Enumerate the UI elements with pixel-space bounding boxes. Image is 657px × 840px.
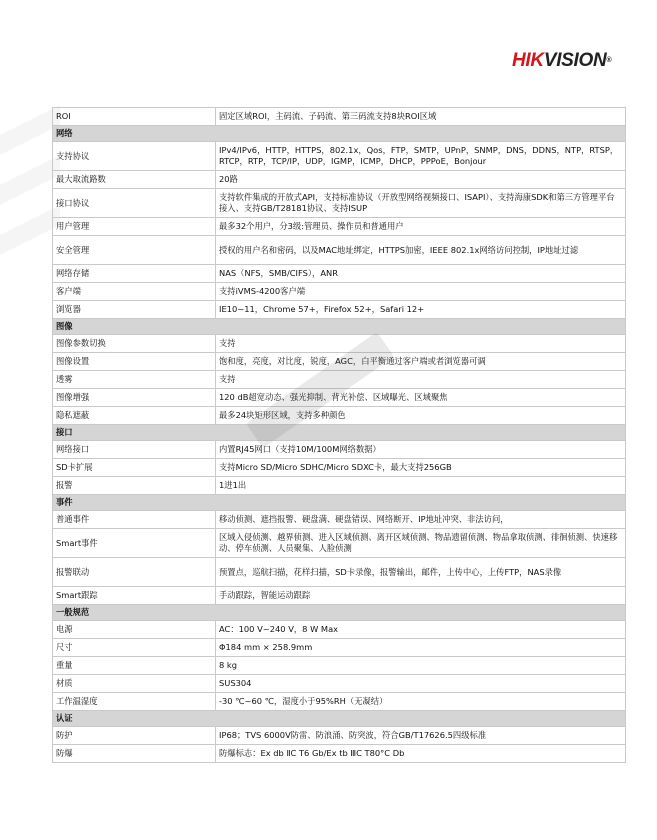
spec-value: 移动侦测、遮挡报警、硬盘满、硬盘错误、网络断开、IP地址冲突、非法访问，: [216, 511, 626, 529]
spec-label: 防爆: [53, 745, 216, 763]
spec-value: 固定区域ROI，主码流、子码流、第三码流支持8块ROI区域: [216, 108, 626, 126]
spec-label: Smart事件: [53, 529, 216, 558]
spec-value: 授权的用户名和密码，以及MAC地址绑定，HTTPS加密，IEEE 802.1x网络访问控制，IP地址过滤: [216, 236, 626, 265]
spec-label: 防护: [53, 727, 216, 745]
spec-row: [53, 558, 626, 587]
spec-table: [52, 107, 626, 763]
spec-label: 网络存储: [53, 265, 216, 283]
spec-row: [53, 441, 626, 459]
spec-label: ROI: [53, 108, 216, 126]
spec-row: [53, 675, 626, 693]
hikvision-logo: HIKVISION®: [512, 50, 612, 71]
spec-value: 预置点，巡航扫描，花样扫描，SD卡录像，报警输出，邮件，上传中心，上传FTP，NAS录像: [216, 558, 626, 587]
section-title: 认证: [53, 711, 626, 727]
spec-label: 安全管理: [53, 236, 216, 265]
spec-row: [53, 529, 626, 558]
spec-label: 尺寸: [53, 639, 216, 657]
spec-value: 支持iVMS-4200客户端: [216, 283, 626, 301]
spec-value: 最多24块矩形区域，支持多种颜色: [216, 407, 626, 425]
spec-label: Smart跟踪: [53, 587, 216, 605]
spec-label: 客户端: [53, 283, 216, 301]
spec-row: [53, 283, 626, 301]
spec-row: [53, 727, 626, 745]
spec-row: [53, 639, 626, 657]
spec-value: 120 dB超宽动态、强光抑制、背光补偿、区域曝光、区域聚焦: [216, 389, 626, 407]
spec-value: 手动跟踪，智能运动跟踪: [216, 587, 626, 605]
spec-label: 普通事件: [53, 511, 216, 529]
section-title: 图像: [53, 319, 626, 335]
spec-row: [53, 407, 626, 425]
spec-row: [53, 745, 626, 763]
spec-row: [53, 657, 626, 675]
section-title: 事件: [53, 495, 626, 511]
spec-label: 用户管理: [53, 218, 216, 236]
spec-value: IP68；TVS 6000V防雷、防浪涌、防突波，符合GB/T17626.5四级标准: [216, 727, 626, 745]
spec-value: -30 ℃~60 ℃，湿度小于95%RH（无凝结）: [216, 693, 626, 711]
spec-value: 区域入侵侦测、越界侦测、进入区域侦测、离开区域侦测、物品遗留侦测、物品拿取侦测、徘徊侦测、快速移动、停车侦测、人员聚集、人脸侦测: [216, 529, 626, 558]
spec-value: Φ184 mm × 258.9mm: [216, 639, 626, 657]
spec-row: [53, 218, 626, 236]
spec-value: 20路: [216, 171, 626, 189]
spec-row: [53, 335, 626, 353]
spec-row: [53, 171, 626, 189]
spec-label: 图像参数切换: [53, 335, 216, 353]
section-header-row: [53, 319, 626, 335]
spec-value: 最多32个用户，分3级:管理员、操作员和普通用户: [216, 218, 626, 236]
spec-label: 支持协议: [53, 142, 216, 171]
spec-row: [53, 587, 626, 605]
spec-value: 支持软件集成的开放式API，支持标准协议（开放型网络视频接口、ISAPI）、支持海康SDK和第三方管理平台接入、支持GB/T28181协议、支持ISUP: [216, 189, 626, 218]
spec-label: SD卡扩展: [53, 459, 216, 477]
spec-value: SUS304: [216, 675, 626, 693]
section-header-row: [53, 425, 626, 441]
spec-label: 图像设置: [53, 353, 216, 371]
spec-label: 报警联动: [53, 558, 216, 587]
spec-value: IE10~11，Chrome 57+，Firefox 52+，Safari 12+: [216, 301, 626, 319]
spec-row: [53, 301, 626, 319]
spec-row: [53, 459, 626, 477]
spec-label: 透雾: [53, 371, 216, 389]
section-title: 接口: [53, 425, 626, 441]
spec-label: 重量: [53, 657, 216, 675]
spec-row: [53, 353, 626, 371]
section-header-row: [53, 126, 626, 142]
spec-label: 工作温湿度: [53, 693, 216, 711]
spec-label: 接口协议: [53, 189, 216, 218]
spec-row: [53, 142, 626, 171]
spec-label: 隐私遮蔽: [53, 407, 216, 425]
spec-value: 支持: [216, 335, 626, 353]
spec-label: 电源: [53, 621, 216, 639]
section-title: 网络: [53, 126, 626, 142]
spec-label: 最大取流路数: [53, 171, 216, 189]
spec-row: [53, 265, 626, 283]
spec-row: [53, 621, 626, 639]
spec-value: AC：100 V~240 V，8 W Max: [216, 621, 626, 639]
spec-value: NAS（NFS，SMB/CIFS），ANR: [216, 265, 626, 283]
spec-row: [53, 236, 626, 265]
spec-label: 网络接口: [53, 441, 216, 459]
spec-value: IPv4/IPv6，HTTP，HTTPS，802.1x，Qos，FTP，SMTP，UPnP，SNMP，DNS，DDNS，NTP，RTSP，RTCP，RTP，TCP/IP，UDP，IGMP，ICMP，DHCP，PPPoE，Bonjour: [216, 142, 626, 171]
spec-row: [53, 693, 626, 711]
spec-label: 材质: [53, 675, 216, 693]
section-header-row: [53, 495, 626, 511]
spec-row: [53, 371, 626, 389]
spec-row: [53, 477, 626, 495]
spec-row: [53, 108, 626, 126]
spec-row: [53, 189, 626, 218]
spec-label: 图像增强: [53, 389, 216, 407]
spec-value: 支持: [216, 371, 626, 389]
section-header-row: [53, 711, 626, 727]
spec-value: 防爆标志：Ex db ⅡC T6 Gb/Ex tb ⅢC T80°C Db: [216, 745, 626, 763]
spec-row: [53, 511, 626, 529]
section-title: 一般规范: [53, 605, 626, 621]
spec-label: 报警: [53, 477, 216, 495]
spec-value: 8 kg: [216, 657, 626, 675]
spec-value: 饱和度，亮度，对比度，锐度，AGC，白平衡通过客户端或者浏览器可调: [216, 353, 626, 371]
spec-row: [53, 389, 626, 407]
spec-value: 1进1出: [216, 477, 626, 495]
spec-value: 支持Micro SD/Micro SDHC/Micro SDXC卡，最大支持256GB: [216, 459, 626, 477]
section-header-row: [53, 605, 626, 621]
spec-label: 浏览器: [53, 301, 216, 319]
spec-value: 内置RJ45网口（支持10M/100M网络数据）: [216, 441, 626, 459]
